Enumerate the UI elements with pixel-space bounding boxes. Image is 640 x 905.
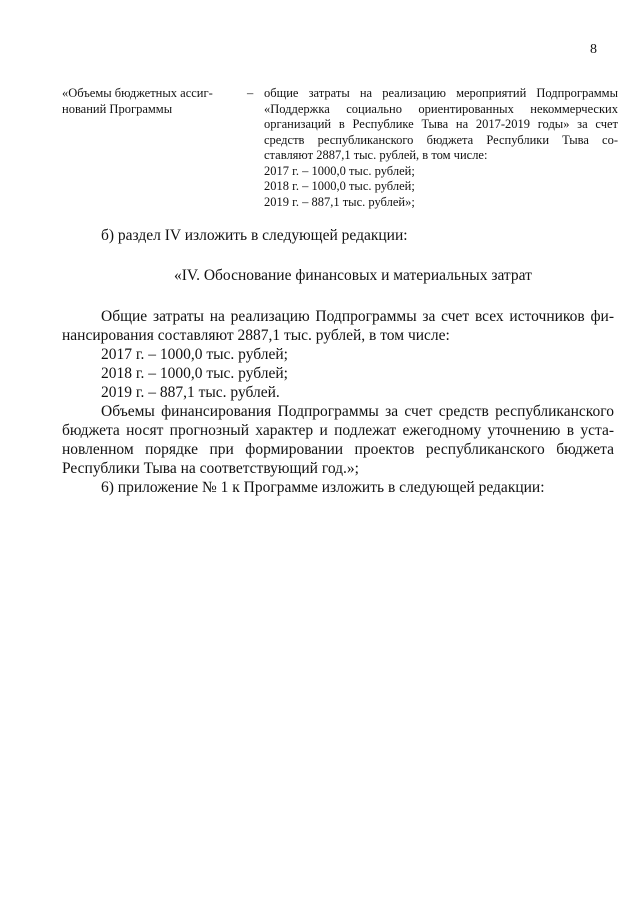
funding-section (62, 307, 614, 497)
funding-year-2017: 2017 г. – 1000,0 тыс. рублей; (101, 346, 288, 363)
passport-value-line: 2018 г. – 1000,0 тыс. рублей; (264, 179, 415, 193)
passport-value-line: «Поддержка социально ориентированных некоммерческих (264, 101, 618, 116)
passport-value-line: организаций в Республике Тыва на 2017-2019 годы» за счет (264, 117, 618, 131)
passport-dash: – (247, 86, 254, 100)
funding-year-2018: 2018 г. – 1000,0 тыс. рублей; (101, 365, 288, 382)
passport-value (264, 86, 618, 210)
passport-value-line: 2019 г. – 887,1 тыс. рублей»; (264, 194, 415, 209)
page-number: 8 (590, 42, 597, 57)
funding-volumes-line: Республики Тыва на соответствующий год.»; (62, 460, 359, 477)
amendment-item-b-text: б) раздел IV изложить в следующей редакции: (101, 227, 408, 244)
funding-intro-line: Общие затраты на реализацию Подпрограммы за счет всех источников фи- (101, 308, 614, 325)
passport-label-line: «Объемы бюджетных ассиг- (62, 86, 213, 100)
passport-label (62, 86, 244, 117)
passport-value-line: 2017 г. – 1000,0 тыс. рублей; (264, 163, 415, 178)
funding-volumes-line: бюджета носят прогнозный характер и подлежат ежегодному уточнению в уста- (62, 422, 614, 439)
amendment-item-b (62, 226, 614, 245)
funding-volumes-line: Объемы финансирования Подпрограммы за счет средств республиканского (101, 403, 614, 420)
passport-value-line: общие затраты на реализацию мероприятий Подпрограммы (264, 86, 618, 100)
passport-value-line: средств республиканского бюджета Республики Тыва со- (264, 132, 618, 147)
section-heading: «IV. Обоснование финансовых и материальных затрат (174, 267, 532, 284)
passport-label-line: нований Программы (62, 101, 173, 116)
funding-intro-line: нансирования составляют 2887,1 тыс. рублей, в том числе: (62, 327, 450, 344)
amendment-item-6: 6) приложение № 1 к Программе изложить в следующей редакции: (101, 479, 545, 496)
funding-year-2019: 2019 г. – 887,1 тыс. рублей. (101, 384, 280, 401)
funding-volumes-line: новленном порядке при формировании проектов республиканского бюджета (62, 441, 614, 458)
passport-value-line: ставляют 2887,1 тыс. рублей, в том числе: (264, 148, 488, 162)
